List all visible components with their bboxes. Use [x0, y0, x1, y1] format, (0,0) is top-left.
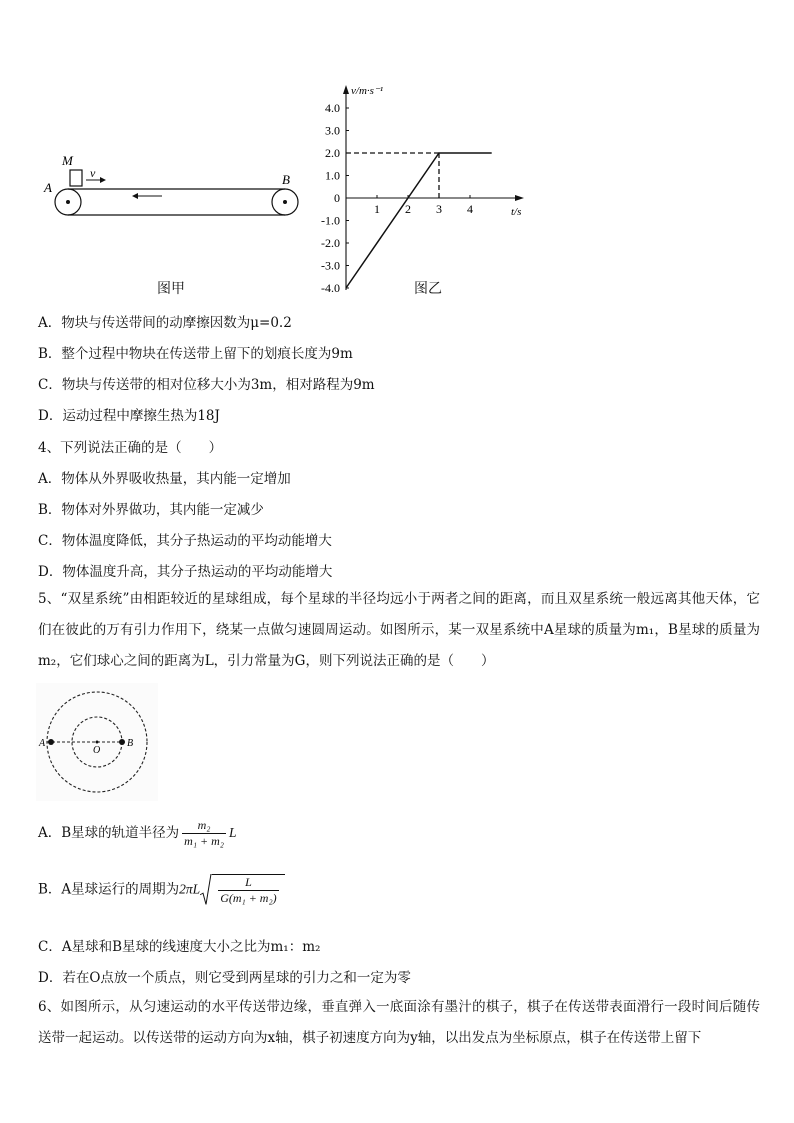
x-tick-label: 1 [374, 202, 380, 216]
q4-stem: 4、下列说法正确的是（ ） [38, 440, 223, 456]
caption-figure-a: 图甲 [157, 281, 185, 297]
y-tick-label: 1.0 [325, 168, 340, 183]
y-tick-label: 3.0 [325, 123, 340, 138]
binary-star-figure [36, 683, 158, 801]
label-star-a: A [39, 738, 46, 749]
label-v: v [90, 166, 96, 180]
x-tick-label: 4 [467, 202, 473, 216]
label-a: A [44, 180, 52, 195]
y-tick-label: -4.0 [321, 281, 340, 295]
y-tick-label: 0 [334, 191, 340, 205]
star-a [48, 739, 54, 745]
y-tick-label: 4.0 [325, 101, 340, 115]
star-b [119, 739, 125, 745]
q4-option-c: C．物体温度降低，其分子热运动的平均动能增大 [38, 533, 332, 549]
q3-option-c: C．物块与传送带的相对位移大小为3m，相对路程为9m [38, 377, 375, 393]
velocity-line [346, 153, 492, 288]
x-axis-label: t/s [511, 206, 522, 218]
label-m: M [62, 153, 73, 168]
fraction-radius: $\frac{\text{m₂}}{\text{m₁ + m₂}}$ [184, 818, 224, 848]
y-axis-label: v/m·s⁻¹ [351, 85, 384, 97]
x-tick-label: 2 [405, 202, 411, 216]
q3-option-a: A．物块与传送带间的动摩擦因数为μ=0.2 [38, 315, 292, 331]
vt-chart [305, 80, 535, 300]
sqrt-expression: $\frac{L}{\text{G(m₁ + m₂)}}$ [200, 874, 284, 906]
q5-option-a: A．B星球的轨道半径为 $\frac{\text{m₂}}{\text{m₁ + m₂}}$ L [38, 818, 237, 848]
q4-option-a: A．物体从外界吸收热量，其内能一定增加 [38, 471, 291, 487]
label-center-o: O [93, 745, 101, 756]
q5-option-c: C．A星球和B星球的线速度大小之比为m₁：m₂ [38, 939, 321, 955]
block-m [70, 170, 82, 186]
center-o [96, 741, 99, 744]
y-tick-label: -1.0 [321, 213, 340, 228]
q4-option-d: D．物体温度升高，其分子热运动的平均动能增大 [38, 564, 333, 580]
conveyor-figure [38, 150, 308, 230]
q5-option-b: B．A星球运行的周期为2πL $\frac{L}{\text{G(m₁ + m₂)}}$ [38, 874, 285, 906]
label-star-b: B [127, 738, 134, 749]
q3-option-b: B．整个过程中物块在传送带上留下的划痕长度为9m [38, 346, 353, 362]
q3-option-d: D．运动过程中摩擦生热为18J [38, 408, 220, 424]
label-b: B [282, 172, 290, 187]
y-tick-label: -3.0 [321, 258, 340, 273]
x-tick-label: 3 [436, 202, 442, 216]
x-axis-arrow [515, 195, 524, 201]
q5-stem: 5、“双星系统”由相距较近的星球组成，每个星球的半径均远小于两者之间的距离，而且双星系统一般远离其他天体，它们在彼此的万有引力作用下，绕某一点做匀速圆周运动。如图所示，某一双星系统中A星球的质量为m₁，B星球的质量为m₂，它们球心之间的距离为L，引力常量为G，则下列说法正确的是（ ） [38, 591, 760, 669]
q5-option-d: D．若在O点放一个质点，则它受到两星球的引力之和一定为零 [38, 970, 411, 986]
y-tick-label: -2.0 [321, 236, 340, 250]
y-axis-arrow [343, 85, 349, 94]
q6-stem: 6、如图所示，从匀速运动的水平传送带边缘，垂直弹入一底面涂有墨汁的棋子，棋子在传送带表面滑行一段时间后随传送带一起运动。以传送带的运动方向为x轴，棋子初速度方向为y轴，以出发点为坐标原点，棋子在传送带上留下 [38, 999, 760, 1046]
caption-figure-b: 图乙 [414, 281, 442, 297]
q4-option-b: B．物体对外界做功，其内能一定减少 [38, 502, 264, 518]
y-tick-label: 2.0 [325, 146, 340, 160]
